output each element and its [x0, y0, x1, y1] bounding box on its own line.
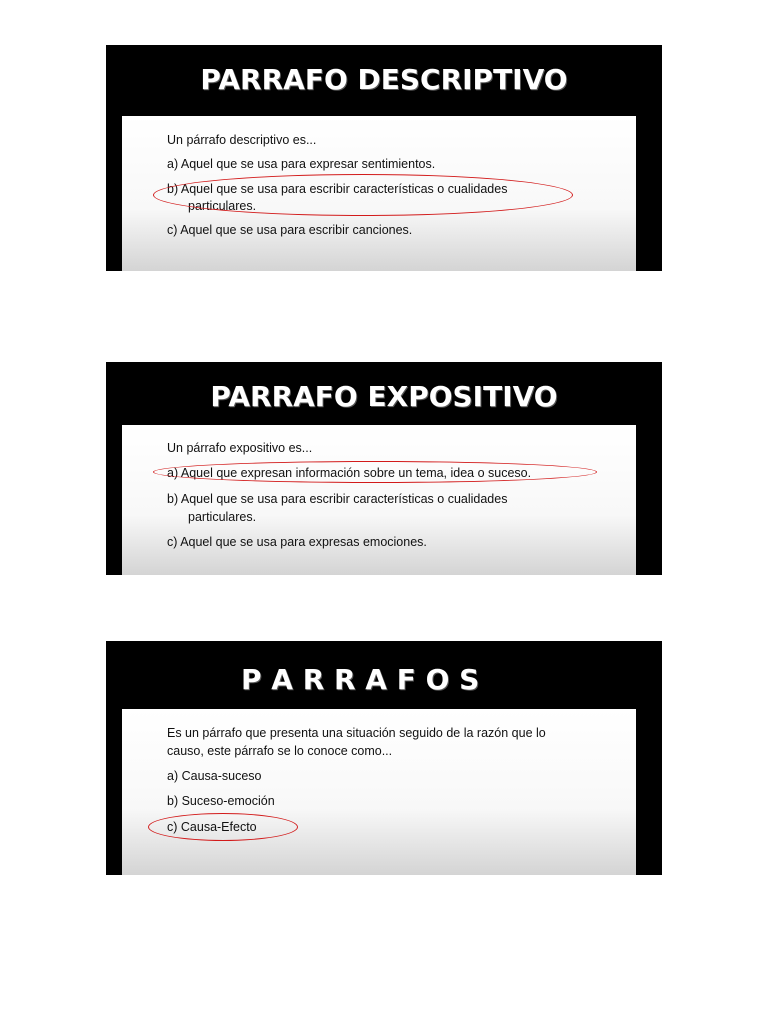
question-panel	[122, 709, 636, 875]
option-b: b) Aquel que se usa para escribir características o cualidades	[167, 182, 508, 196]
question-text: Un párrafo descriptivo es...	[167, 133, 317, 147]
answer-highlight-ellipse	[153, 174, 573, 216]
option-b-continuation: particulares.	[188, 510, 257, 524]
option-c: c) Causa-Efecto	[167, 820, 257, 834]
question-text-line1: Es un párrafo que presenta una situación seguido de la razón que lo	[167, 726, 546, 740]
option-c: c) Aquel que se usa para escribir canciones.	[167, 223, 413, 237]
option-b-continuation: particulares.	[188, 199, 257, 213]
question-panel	[122, 425, 636, 575]
slide-parrafo-descriptivo	[106, 45, 662, 271]
option-b: b) Aquel que se usa para escribir características o cualidades	[167, 492, 508, 506]
answer-highlight-ellipse	[153, 461, 597, 483]
slide-parrafo-expositivo	[106, 362, 662, 575]
slide-title: PARRAFO EXPOSITIVO	[210, 380, 558, 413]
answer-highlight-ellipse	[148, 813, 298, 841]
question-panel	[122, 116, 636, 271]
question-text: Un párrafo expositivo es...	[167, 441, 313, 455]
slide-title: PARRAFO DESCRIPTIVO	[200, 63, 568, 96]
option-b: b) Suceso-emoción	[167, 794, 275, 808]
slide-title: P A R R A F O S	[241, 663, 480, 696]
option-a: a) Causa-suceso	[167, 769, 262, 783]
question-text-line2: causo, este párrafo se lo conoce como...	[167, 744, 393, 758]
option-a: a) Aquel que expresan información sobre un tema, idea o suceso.	[167, 466, 532, 480]
option-a: a) Aquel que se usa para expresar sentimientos.	[167, 157, 436, 171]
option-c: c) Aquel que se usa para expresas emociones.	[167, 535, 427, 549]
slide-parrafos	[106, 641, 662, 875]
